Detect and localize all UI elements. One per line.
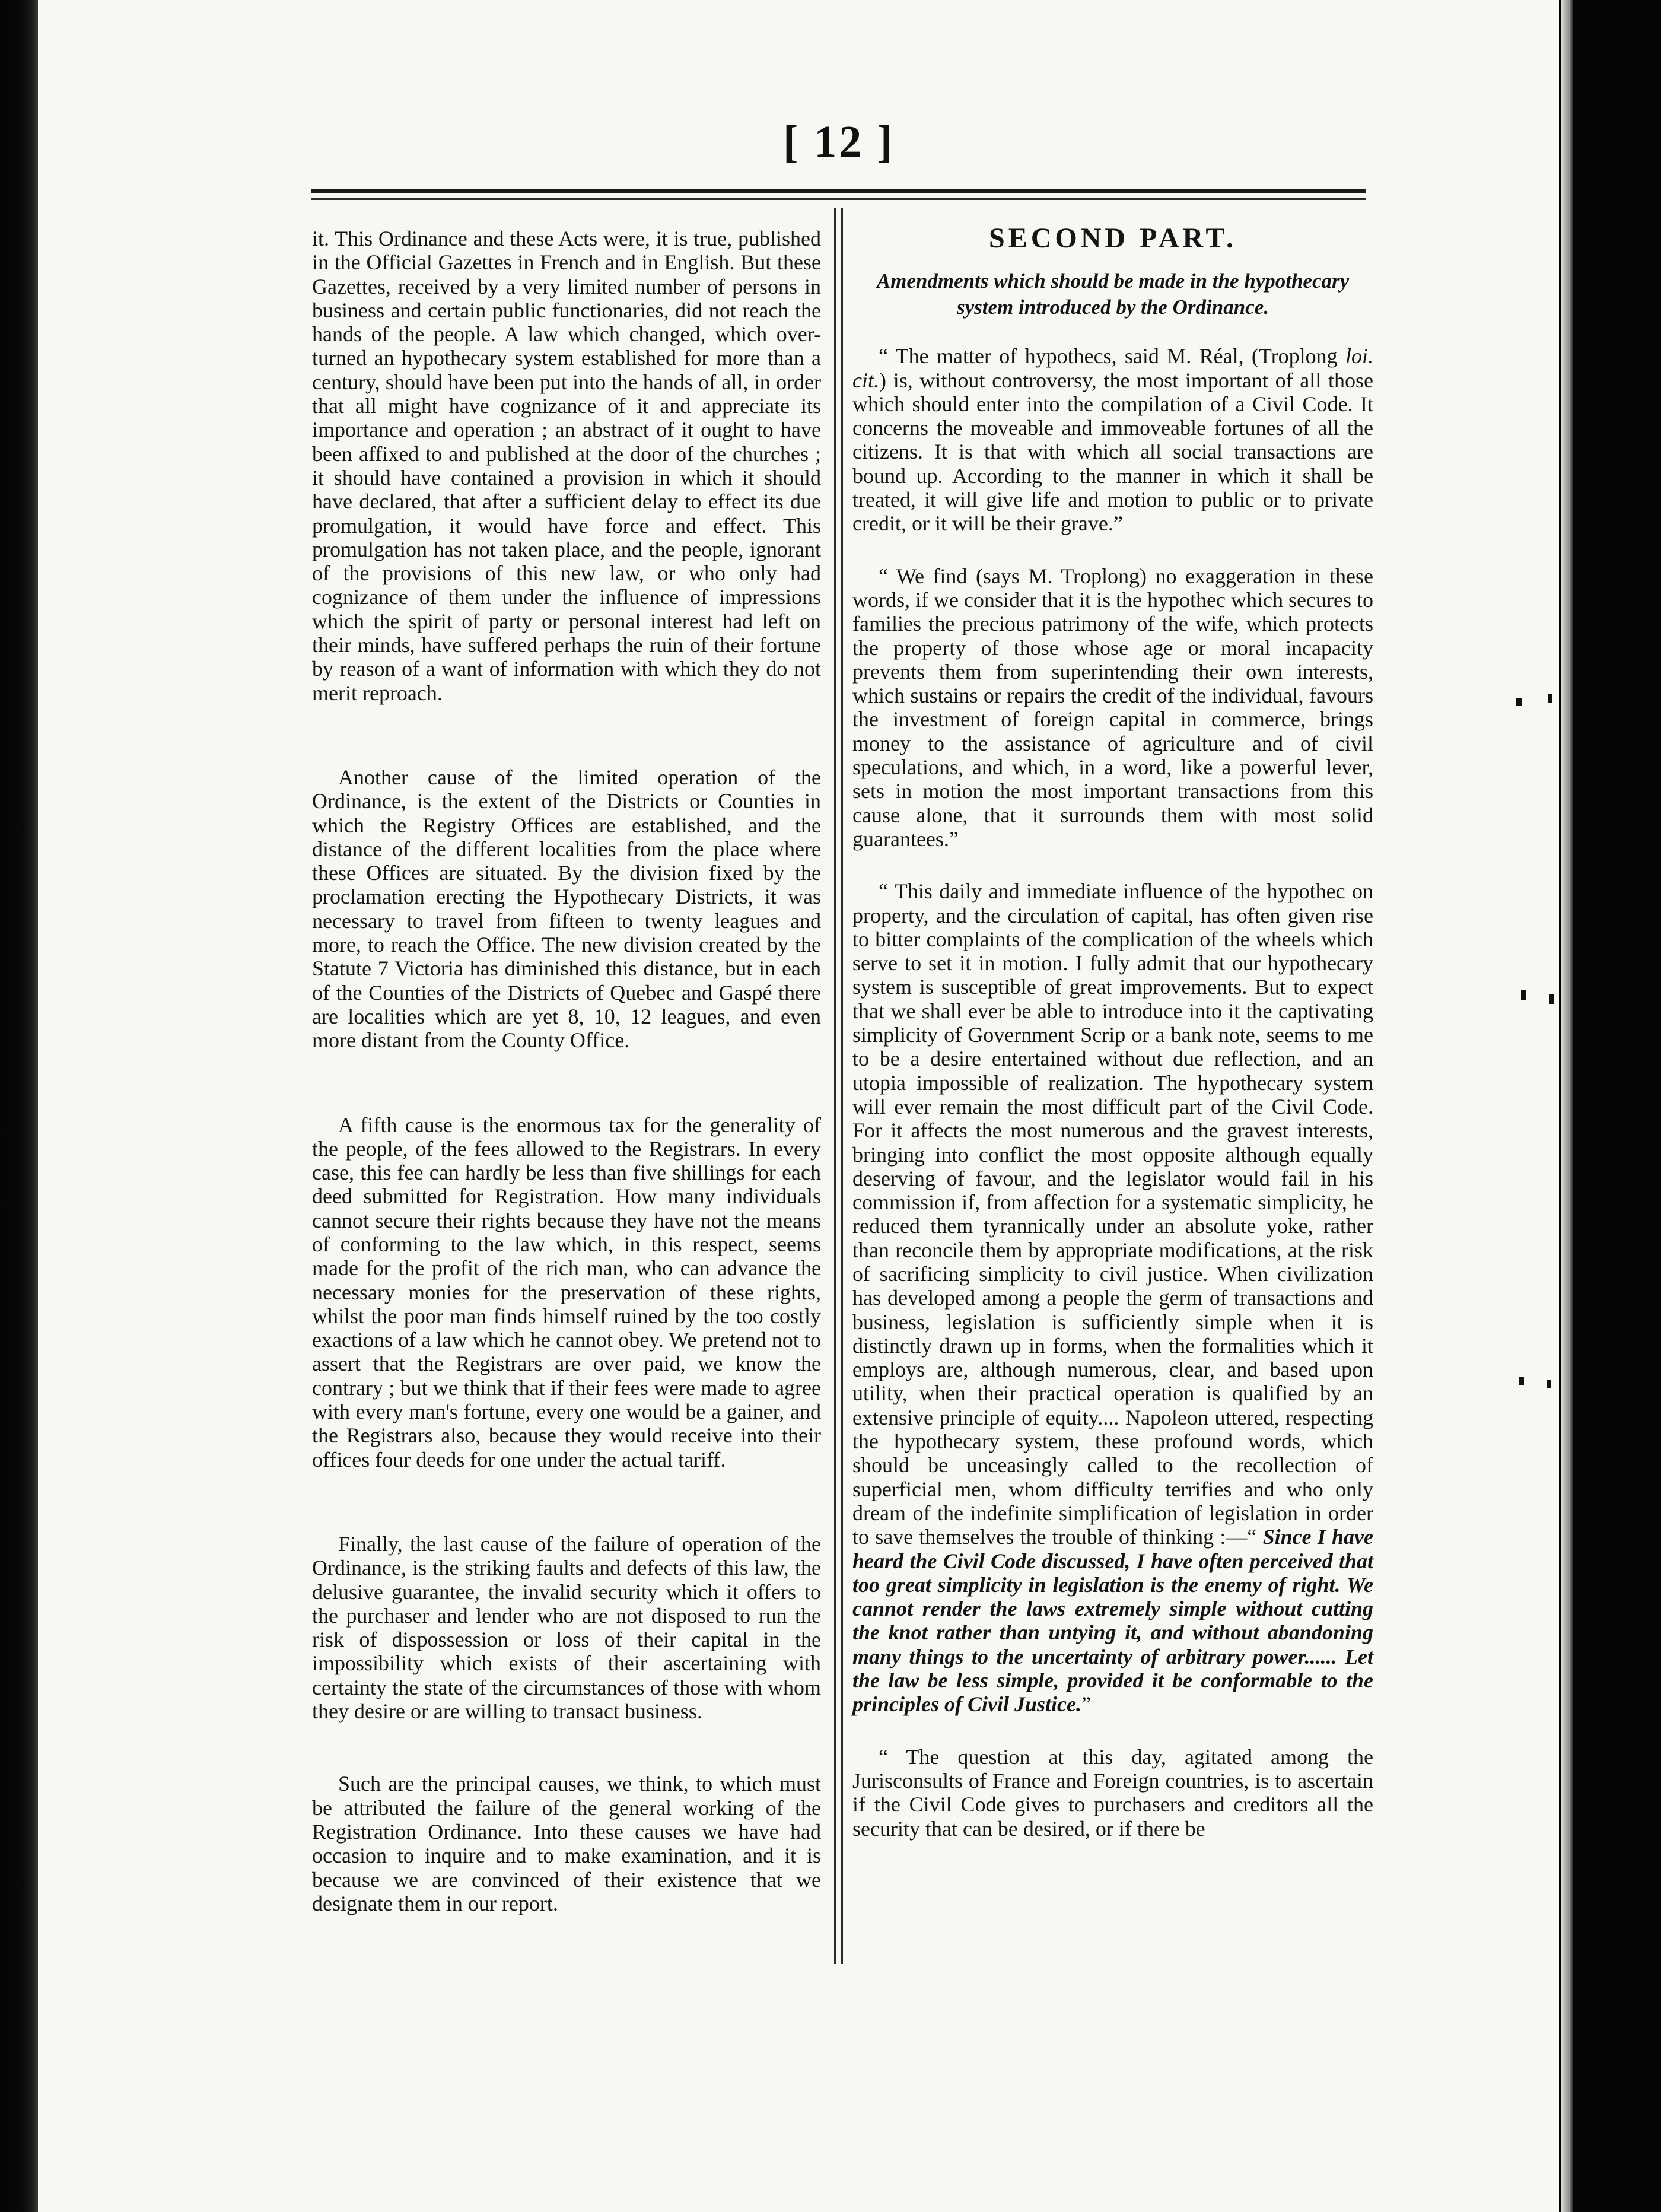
header-rule-thick — [311, 189, 1366, 193]
scan-left-border — [0, 0, 38, 2212]
left-column — [312, 227, 821, 1915]
page-number: [ 12 ] — [783, 117, 895, 167]
column-divider-line — [834, 208, 836, 1964]
paragraph: Such are the principal causes, we think, to which must be attributed the failure of the general working of the Registration Ordinance. Into these causes we have had occasion to inquire and to make examination, and it is because we are convinced of their existence that we designate them in our report. — [312, 1772, 821, 1915]
paragraph: “ The question at this day, agitated among the Jurisconsults of France and Foreign countries, is to ascertain if the Civil Code gives to purchasers and creditors all the security that can be desired, or if there be — [852, 1744, 1373, 1841]
napoleon-quote: Since I have heard the Civil Code discussed, I have often perceived that too great simplicity in legislation is the enemy of right. We cannot render the laws extremely simple without cutting the knot rather than untying it, and without abandoning many things to the uncertainty of arbitrary power...... Let the law be less simple, provided it be conformable to the principles of Civil Justice. — [852, 1525, 1373, 1717]
text-run: ” — [1081, 1692, 1091, 1717]
section-subtitle: Amendments which should be made in the hypothecary system introduced by the Ordinance. — [876, 269, 1350, 319]
scan-speck — [1516, 698, 1522, 706]
scan-speck — [1521, 990, 1526, 1000]
header-rule-thin — [311, 198, 1366, 200]
italic-citation: loi. cit. — [852, 344, 1373, 392]
text-run: “ The matter of hypothecs, said M. Réal, (Troplong — [879, 344, 1345, 368]
text-run: ) is, without controversy, the most important of all those which should enter into the compilation of a Civil Code. It concerns the moveable and immoveable fortunes of all the citizens. It is that with which all social transactions are bound up. According to the manner in which it shall be treated, it will give life and motion to public or to private credit, or it will be their grave.” — [852, 368, 1373, 536]
scan-speck — [1547, 1380, 1551, 1388]
scan-speck — [1548, 694, 1552, 703]
paragraph — [852, 879, 1373, 1716]
scan-speck — [1519, 1377, 1524, 1385]
paragraph: “ We find (says M. Troplong) no exaggeration in these words, if we consider that it is the hypothec which secures to families the precious patrimony of the wife, which protects the property of those whose age or moral incapacity prevents them from superintending their own interests, which sustains or repairs the credit of the individual, favours the investment of foreign capital in commerce, brings money to the assistance of agriculture and of civil speculations, and which, in a word, like a powerful lever, sets in motion the most important transactions from this cause alone, that it surrounds them with most solid guarantees.” — [852, 564, 1373, 851]
scan-right-border — [1559, 0, 1661, 2212]
right-column — [852, 223, 1373, 1841]
column-divider-line — [841, 208, 843, 1964]
next-page-edge — [1561, 0, 1573, 2212]
paragraph: Finally, the last cause of the failure of operation of the Ordinance, is the striking faults and defects of this law, the delusive guarantee, the invalid security which it offers to the purchaser and lender who are not disposed to run the risk of dispossession or loss of their capital in the impossibility which exists of their ascertaining with certainty the state of the circumstances of those with whom they desire or are willing to transact business. — [312, 1531, 821, 1724]
paragraph: Another cause of the limited operation of the Ordinance, is the extent of the Districts or Counties in which the Registry Offices are established, and the distance of the different localities from the place where these Offices are situated. By the division fixed by the proclamation erecting the Hypothecary Districts, it was necessary to travel from fifteen to twenty leagues and more, to reach the Office. The new division created by the Statute 7 Victoria has diminished this distance, but in each of the Counties of the Districts of Quebec and Gaspé there are localities which are yet 8, 10, 12 leagues, and even more distant from the County Office. — [312, 765, 821, 1053]
paragraph — [852, 344, 1373, 535]
scan-speck — [1549, 994, 1554, 1004]
paragraph: A fifth cause is the enormous tax for the generality of the people, of the fees allowed to the Registrars. In every case, this fee can hardly be less than five shillings for each deed submitted for Registration. How many individuals cannot secure their rights because they have not the means of conforming to the law which, in this respect, seems made for the profit of the rich man, who can advance the necessary monies for the preservation of these rights, whilst the poor man finds himself ruined by the too costly exactions of a law which he cannot obey. We pretend not to assert that the Registrars are over paid, we know the contrary ; but we think that if their fees were made to agree with every man's fortune, every one would be a gainer, and the Registrars also, because they would receive into their offices four deeds for one under the actual tariff. — [312, 1113, 821, 1472]
text-run: “ This daily and immediate influence of the hypothec on property, and the circulation of capital, has often given rise to bitter complaints of the complication of the wheels which serve to set it in motion. I fully admit that our hypothecary system is susceptible of great improvements. But to expect that we shall ever be able to introduce into it the captivating simplicity of Government Scrip or a bank note, seems to me to be a desire entertained without due reflection, and an utopia impossible of realization. The hypothecary system will ever remain the most difficult part of the Civil Code. For it affects the most numerous and the gravest interests, bringing into conflict the most opposite although equally deserving of favour, and the legislator would fail in his commission if, from affection for a systematic simplicity, he reduced them tyrannically under an absolute yoke, rather than reconcile them by appropriate modifications, at the risk of sacrificing simplicity to civil justice. When civilization has developed among a people the germ of transactions and business, legislation is sufficiently simple when it is distinctly drawn up in forms, when the formalities which it employs are, although numerous, clear, and based upon utility, when their practical operation is qualified by an extensive principle of equity.... Napoleon uttered, respecting the hypothecary system, these profound words, which should be unceasingly called to the recollection of superficial men, whom difficulty terrifies and who only dream of the indefinite simplification of legislation in order to save themselves the trouble of thinking :—“ — [852, 879, 1373, 1549]
paragraph: it. This Ordinance and these Acts were, it is true, published in the Official Gazettes in French and in English. But these Gazettes, received by a very limited number of persons in business and certain public functionaries, did not reach the hands of the people. A law which changed, which over-turned an hypothecary system established for more than a century, should have been put into the hands of all, in order that all might have cognizance of it and appreciate its importance and operation ; an abstract of it ought to have been affixed to and published at the door of the churches ; it should have contained a provision in which it should have declared, that after a sufficient delay to effect its due promulgation, it would have force and effect. This promulgation has not taken place, and the people, ignorant of the provisions of this new law, or who only had cognizance of them under the influence of impressions which the spirit of party or personal interest had left on their minds, have suffered perhaps the ruin of their fortune by reason of a want of information with which they do not merit reproach. — [312, 227, 821, 705]
section-title: SECOND PART. — [989, 223, 1237, 254]
